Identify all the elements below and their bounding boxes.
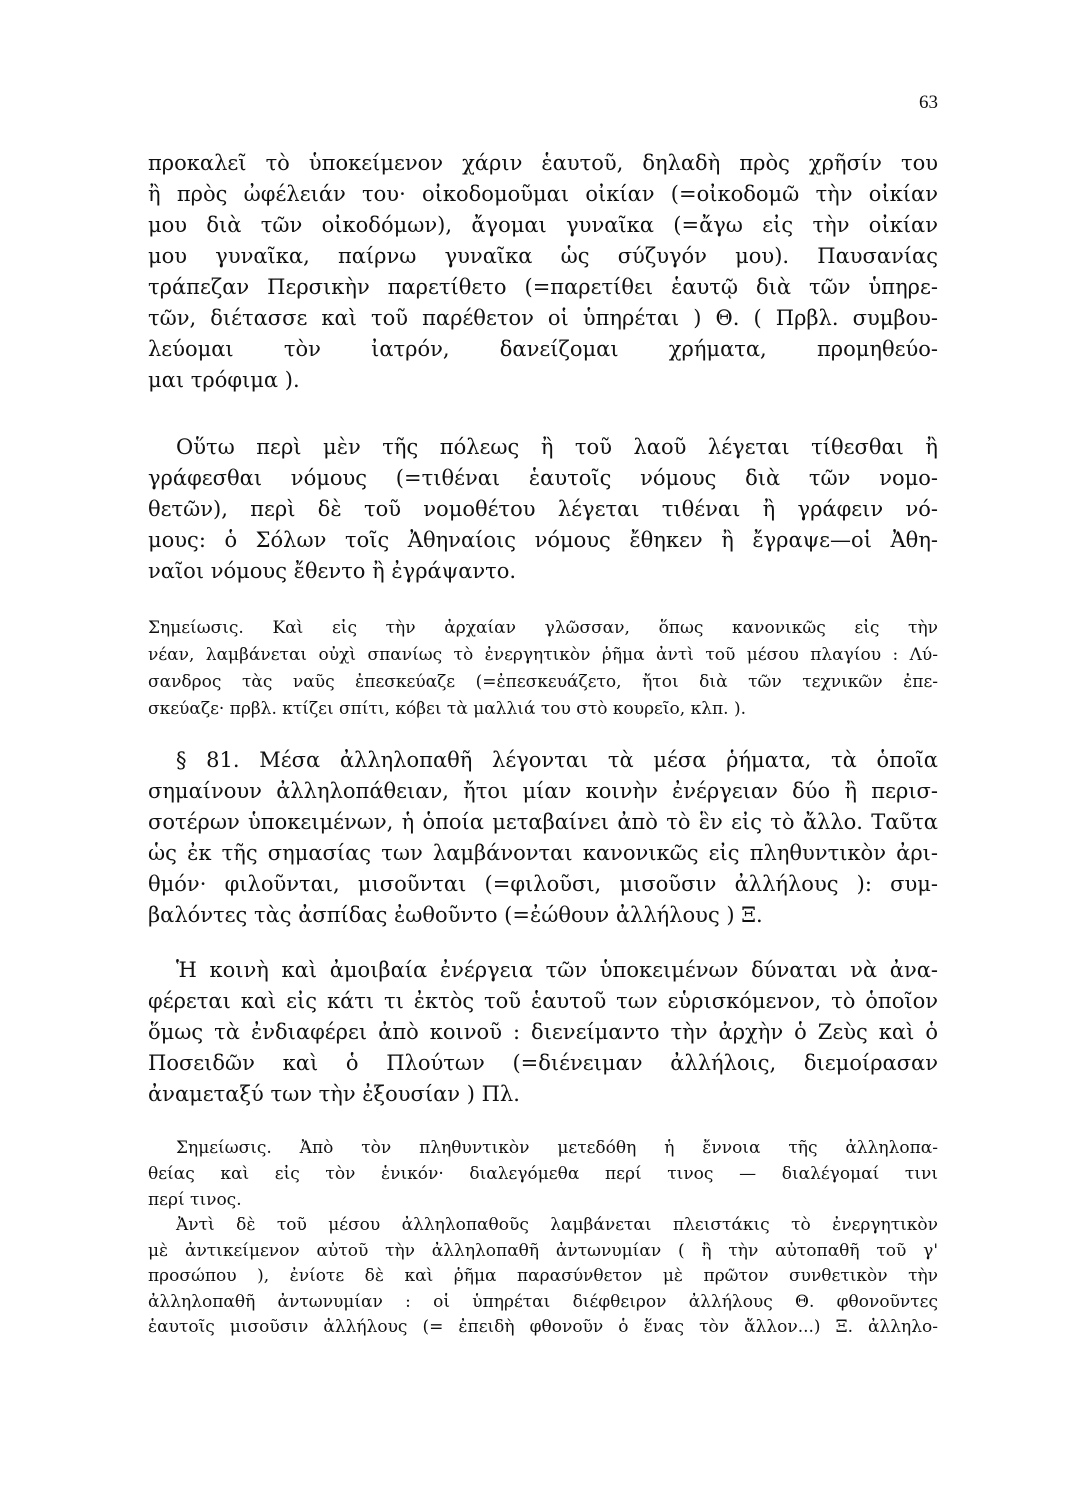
- section-81: [148, 745, 938, 931]
- paragraph-3: [148, 955, 938, 1110]
- text-line: ναῖοι νόμους ἔθεντο ἢ ἐγράψαντο.: [148, 559, 517, 583]
- text-line: μὲ ἀντικείμενον αὐτοῦ τὴν ἀλληλοπαθῆ ἀντωνυμίαν ( ἢ τὴν αὐτοπαθῆ τοῦ γ': [148, 1240, 938, 1261]
- text-line: σοτέρων ὑποκειμένων, ἡ ὁποία μεταβαίνει ἀπὸ τὸ ἓν εἰς τὸ ἄλλο. Ταῦτα: [148, 810, 938, 834]
- text-line: ἑαυτοῖς μισοῦσιν ἀλλήλους (= ἐπειδὴ φθονοῦν ὁ ἕνας τὸν ἄλλον...) Ξ. ἀλληλο-: [148, 1317, 938, 1337]
- text-line: προσώπου ), ἐνίοτε δὲ καὶ ῥῆμα παρασύνθετον μὲ πρῶτον συνθετικὸν τὴν: [148, 1266, 938, 1286]
- text-line: περί τινος.: [148, 1190, 242, 1210]
- note-1: [148, 615, 938, 723]
- text-line: Ἀντὶ δὲ τοῦ μέσου ἀλληλοπαθοῦς λαμβάνεται πλειστάκις τὸ ἐνεργητικὸν: [176, 1215, 938, 1235]
- text-line: τῶν, διέτασσε καὶ τοῦ παρέθετον οἱ ὑπηρέται ) Θ. ( Πρβλ. συμβου-: [148, 306, 938, 330]
- text-line: θετῶν), περὶ δὲ τοῦ νομοθέτου λέγεται τιθέναι ἢ γράφειν νό-: [148, 497, 938, 521]
- text-line: γράφεσθαι νόμους (=τιθέναι ἑαυτοῖς νόμους διὰ τῶν νομο-: [148, 466, 938, 490]
- text-line: Σημείωσις. Καὶ εἰς τὴν ἀρχαίαν γλῶσσαν, ὅπως κανονικῶς εἰς τὴν: [148, 618, 938, 638]
- text-line: τράπεζαν Περσικὴν παρετίθετο (=παρετίθει ἑαυτῷ διὰ τῶν ὑπηρε-: [148, 275, 938, 299]
- text-line: σανδρος τὰς ναῦς ἐπεσκεύαζε (=ἐπεσκευάζετο, ἤτοι διὰ τῶν τεχνικῶν ἐπε-: [148, 672, 938, 692]
- text-line: νέαν, λαμβάνεται οὐχὶ σπανίως τὸ ἐνεργητικὸν ῥῆμα ἀντὶ τοῦ μέσου πλαγίου : Λύ-: [148, 645, 938, 665]
- text-line: Οὕτω περὶ μὲν τῆς πόλεως ἢ τοῦ λαοῦ λέγεται τίθεσθαι ἢ: [176, 435, 938, 459]
- paragraph-2: [148, 432, 938, 587]
- text-line: μου γυναῖκα, παίρνω γυναῖκα ὡς σύζυγόν μου). Παυσανίας: [148, 244, 938, 268]
- page-number: 63: [919, 92, 938, 113]
- note-2: [148, 1135, 938, 1213]
- text-line: ἀναμεταξύ των τὴν ἐξουσίαν ) Πλ.: [148, 1082, 520, 1106]
- text-line: λεύομαι τὸν ἰατρόν, δανείζομαι χρήματα, προμηθεύο-: [148, 337, 938, 361]
- text-line: ὅμως τὰ ἐνδιαφέρει ἀπὸ κοινοῦ : διενείμαντο τὴν ἀρχὴν ὁ Ζεὺς καὶ ὁ: [148, 1020, 938, 1044]
- text-line: θμόν· φιλοῦνται, μισοῦνται (=φιλοῦσι, μισοῦσιν ἀλλήλους ): συμ-: [148, 872, 938, 896]
- text-line: φέρεται καὶ εἰς κάτι τι ἐκτὸς τοῦ ἑαυτοῦ των εὑρισκόμενον, τὸ ὁποῖον: [148, 989, 938, 1013]
- paragraph-1: [148, 148, 938, 396]
- text-line: μους: ὁ Σόλων τοῖς Ἀθηναίοις νόμους ἔθηκεν ἢ ἔγραψε—οἱ Ἀθη-: [148, 528, 938, 552]
- text-line: ἢ πρὸς ὠφέλειάν του· οἰκοδομοῦμαι οἰκίαν (=οἰκοδομῶ τὴν οἰκίαν: [148, 182, 938, 206]
- text-line: σκεύαζε· πρβλ. κτίζει σπίτι, κόβει τὰ μαλλιά του στὸ κουρεῖο, κλπ. ).: [148, 699, 746, 719]
- section-heading-line: § 81. Μέσα ἀλληλοπαθῆ λέγονται τὰ μέσα ῥήματα, τὰ ὁποῖα: [176, 748, 938, 772]
- text-line: προκαλεῖ τὸ ὑποκείμενον χάριν ἑαυτοῦ, δηλαδὴ πρὸς χρῆσίν του: [148, 151, 938, 175]
- text-line: βαλόντες τὰς ἀσπίδας ἐωθοῦντο (=ἐώθουν ἀλλήλους ) Ξ.: [148, 903, 763, 927]
- text-line: ὡς ἐκ τῆς σημασίας των λαμβάνονται κανονικῶς εἰς πληθυντικὸν ἀρι-: [148, 841, 938, 865]
- note-3: [148, 1213, 938, 1341]
- text-line: μαι τρόφιμα ).: [148, 368, 300, 392]
- text-line: μου διὰ τῶν οἰκοδόμων), ἄγομαι γυναῖκα (=ἄγω εἰς τὴν οἰκίαν: [148, 213, 938, 237]
- text-line: Σημείωσις. Ἀπὸ τὸν πληθυντικὸν μετεδόθη ἡ ἔννοια τῆς ἀλληλοπα-: [176, 1138, 938, 1158]
- text-line: Ποσειδῶν καὶ ὁ Πλούτων (=διένειμαν ἀλλήλοις, διεμοίρασαν: [148, 1051, 938, 1075]
- text-line: σημαίνουν ἀλληλοπάθειαν, ἤτοι μίαν κοινὴν ἐνέργειαν δύο ἢ περισ-: [148, 779, 938, 803]
- text-line: ἀλληλοπαθῆ ἀντωνυμίαν : οἱ ὑπηρέται διέφθειρον ἀλλήλους Θ. φθονοῦντες: [148, 1291, 938, 1312]
- text-line: θείας καὶ εἰς τὸν ἑνικόν· διαλεγόμεθα περί τινος — διαλέγομαί τινι: [148, 1164, 938, 1184]
- text-line: Ἡ κοινὴ καὶ ἀμοιβαία ἐνέργεια τῶν ὑποκειμένων δύναται νὰ ἀνα-: [176, 958, 938, 982]
